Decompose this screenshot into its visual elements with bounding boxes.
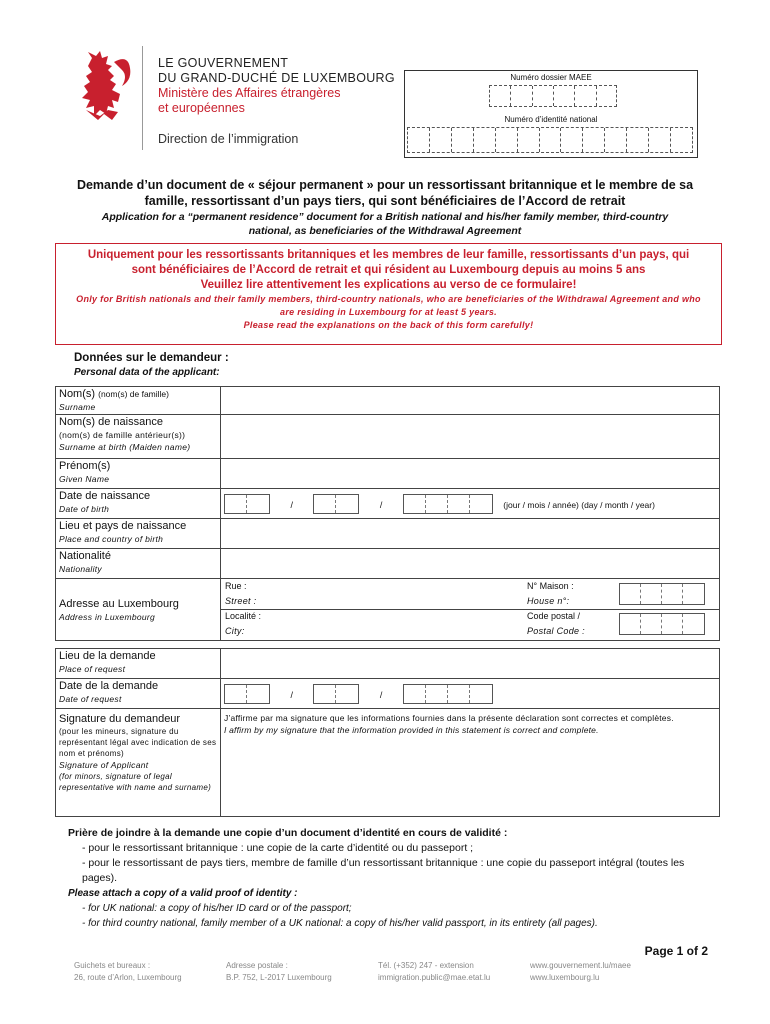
place-request-input[interactable] [221, 649, 720, 679]
signature-label-en: Signature of Applicant [59, 760, 149, 770]
house-number-input[interactable] [619, 583, 705, 605]
eligibility-notice [55, 243, 722, 345]
nationality-label-en: Nationality [59, 564, 102, 574]
footer-website-2[interactable]: www.luxembourg.lu [530, 973, 600, 982]
dob-year-input[interactable] [403, 494, 493, 514]
row-nationality [56, 549, 720, 579]
attach-item-fr-2: - pour le ressortissant de pays tiers, membre de famille d’un ressortissant britannique : une copie du passeport intégral (toutes les pages). [82, 857, 685, 884]
row-given-name [56, 459, 720, 489]
footer-website-1[interactable]: www.gouvernement.lu/maee [530, 961, 631, 970]
city-label-en: City: [225, 626, 245, 636]
maiden-name-note: (nom(s) de famille antérieur(s)) [59, 430, 186, 440]
request-year-input[interactable] [403, 684, 493, 704]
pob-label-en: Place and country of birth [59, 534, 164, 544]
coat-of-arms-lion-icon [78, 50, 134, 122]
request-slash-1: / [290, 689, 293, 700]
footer-office-address: 26, route d’Arlon, Luxembourg [74, 973, 182, 982]
signature-label: Signature du demandeur [59, 713, 181, 725]
national-id-label: Numéro d’identité national [504, 115, 598, 124]
address-label-en: Address in Luxembourg [59, 611, 156, 622]
dob-day-input[interactable] [224, 494, 270, 514]
place-request-label: Lieu de la demande [59, 650, 156, 662]
notice-fr-1: Uniquement pour les ressortissants britanniques et les membres de leur famille, ressortissants d’un pays, qui sont bénéficiaires de l’Accord de retrait et qui résident au Luxembourg depuis au moins 5 ans [87, 249, 690, 276]
surname-label: Nom(s) [59, 388, 96, 400]
attach-head-fr: Prière de joindre à la demande une copie d’un document d’identité en cours de validité : [68, 827, 508, 839]
dob-label-en: Date of birth [59, 504, 110, 514]
row-address [56, 579, 720, 641]
attach-head-en: Please attach a copy of a valid proof of identity : [68, 888, 298, 899]
row-date-of-birth [56, 489, 720, 519]
dob-slash-1: / [290, 499, 293, 510]
affirmation-fr: J’affirme par ma signature que les informations fournies dans la présente déclaration sont correctes et complètes. [224, 713, 674, 723]
government-line1: LE GOUVERNEMENT [158, 56, 289, 70]
street-label: Rue : [225, 581, 247, 591]
date-request-label: Date de la demande [59, 680, 159, 692]
section-heading-en: Personal data of the applicant: [74, 367, 220, 378]
house-number-label-en: House n°: [527, 596, 570, 606]
given-name-label: Prénom(s) [59, 460, 111, 472]
header-divider [142, 46, 143, 150]
date-request-label-en: Date of request [59, 694, 122, 704]
affirmation-en: I affirm by my signature that the information provided in this statement is correct and complete. [224, 725, 599, 735]
attach-item-fr-1: - pour le ressortissant britannique : une copie de la carte d’identité ou du passeport ; [82, 842, 474, 854]
notice-fr-2: Veuillez lire attentivement les explications au verso de ce formulaire! [200, 279, 577, 291]
date-format-hint: (jour / mois / année) (day / month / year) [503, 499, 655, 510]
pob-label: Lieu et pays de naissance [59, 520, 187, 532]
city-label: Localité : [225, 611, 262, 621]
applicant-form-table [55, 386, 720, 817]
request-month-input[interactable] [313, 684, 359, 704]
address-row-divider [221, 609, 719, 610]
footer-col-4 [530, 960, 631, 984]
government-line2: DU GRAND-DUCHÉ DE LUXEMBOURG [158, 71, 395, 85]
direction-label: Direction de l’immigration [158, 132, 299, 146]
ministry-line1: Ministère des Affaires étrangères [158, 86, 341, 100]
notice-en-2: Please read the explanations on the back of this form carefully! [243, 320, 534, 330]
given-name-input[interactable] [221, 459, 720, 489]
surname-input[interactable] [221, 387, 720, 415]
footer-office-label: Guichets et bureaux : [74, 961, 151, 970]
street-label-en: Street : [225, 596, 257, 606]
signature-input[interactable] [221, 709, 720, 817]
dossier-number-input[interactable] [489, 85, 617, 107]
footer-postal-label: Adresse postale : [226, 961, 288, 970]
signature-note: (pour les mineurs, signature du représentant légal avec indication de ses nom et prénoms) [59, 727, 217, 758]
reference-box [404, 70, 698, 158]
maiden-name-label-en: Surname at birth (Maiden name) [59, 442, 191, 452]
maiden-name-input[interactable] [221, 415, 720, 459]
form-title-en: Application for a “permanent residence” document for a British national and his/her family member, third-country national, as beneficiaries of the Withdrawal Agreement [101, 211, 669, 237]
nationality-input[interactable] [221, 549, 720, 579]
attachment-instructions [68, 826, 718, 931]
row-place-of-request [56, 649, 720, 679]
postal-code-input[interactable] [619, 613, 705, 635]
row-date-of-request [56, 679, 720, 709]
attach-item-en-2: - for third country national, family member of a UK national: a copy of his/her valid passport, in its entirety (all pages). [82, 918, 598, 929]
request-slash-2: / [379, 689, 383, 700]
footer-postal-address: B.P. 752, L-2017 Luxembourg [226, 973, 332, 982]
footer-col-1 [74, 960, 182, 984]
dob-month-input[interactable] [313, 494, 359, 514]
ministry-line2: et européennes [158, 101, 245, 115]
national-id-input[interactable] [407, 127, 693, 153]
notice-en-1: Only for British nationals and their family members, third-country nationals, who are beneficiaries of the Withdrawal Agreement and who are residing in Luxembourg for at least 5 years. [76, 294, 701, 317]
row-place-of-birth [56, 519, 720, 549]
form-title-fr: Demande d’un document de « séjour permanent » pour un ressortissant britannique et le membre de sa famille, ressortissant d’un pays tiers, qui sont bénéficiaires de l’Accord de retrait [76, 178, 694, 208]
footer-phone: Tél. (+352) 247 - extension [378, 961, 474, 970]
dob-label: Date de naissance [59, 490, 151, 502]
dob-slash-2: / [379, 499, 383, 510]
signature-note-en: (for minors, signature of legal representative with name and surname) [59, 772, 212, 792]
footer-email[interactable]: immigration.public@mae.etat.lu [378, 973, 491, 982]
row-signature [56, 709, 720, 817]
nationality-label: Nationalité [59, 550, 111, 562]
house-number-label: N° Maison : [527, 581, 574, 591]
row-surname [56, 387, 720, 415]
postal-code-label-en: Postal Code : [527, 626, 585, 636]
surname-label-en: Surname [59, 402, 96, 412]
request-day-input[interactable] [224, 684, 270, 704]
pob-input[interactable] [221, 519, 720, 549]
postal-code-label: Code postal / [527, 611, 581, 621]
section-heading-fr: Données sur le demandeur : [74, 352, 229, 364]
dossier-number-label: Numéro dossier MAEE [510, 73, 592, 82]
address-label: Adresse au Luxembourg [59, 597, 179, 610]
row-maiden-name [56, 415, 720, 459]
footer-col-3 [378, 960, 490, 984]
surname-note: (nom(s) de famille) [98, 389, 169, 399]
maiden-name-label: Nom(s) de naissance [59, 416, 163, 428]
row-spacer [56, 641, 720, 649]
footer-col-2 [226, 960, 332, 984]
page-number: Page 1 of 2 [644, 944, 708, 958]
given-name-label-en: Given Name [59, 474, 110, 484]
place-request-label-en: Place of request [59, 664, 126, 674]
attach-item-en-1: - for UK national: a copy of his/her ID card or of the passport; [82, 903, 352, 914]
